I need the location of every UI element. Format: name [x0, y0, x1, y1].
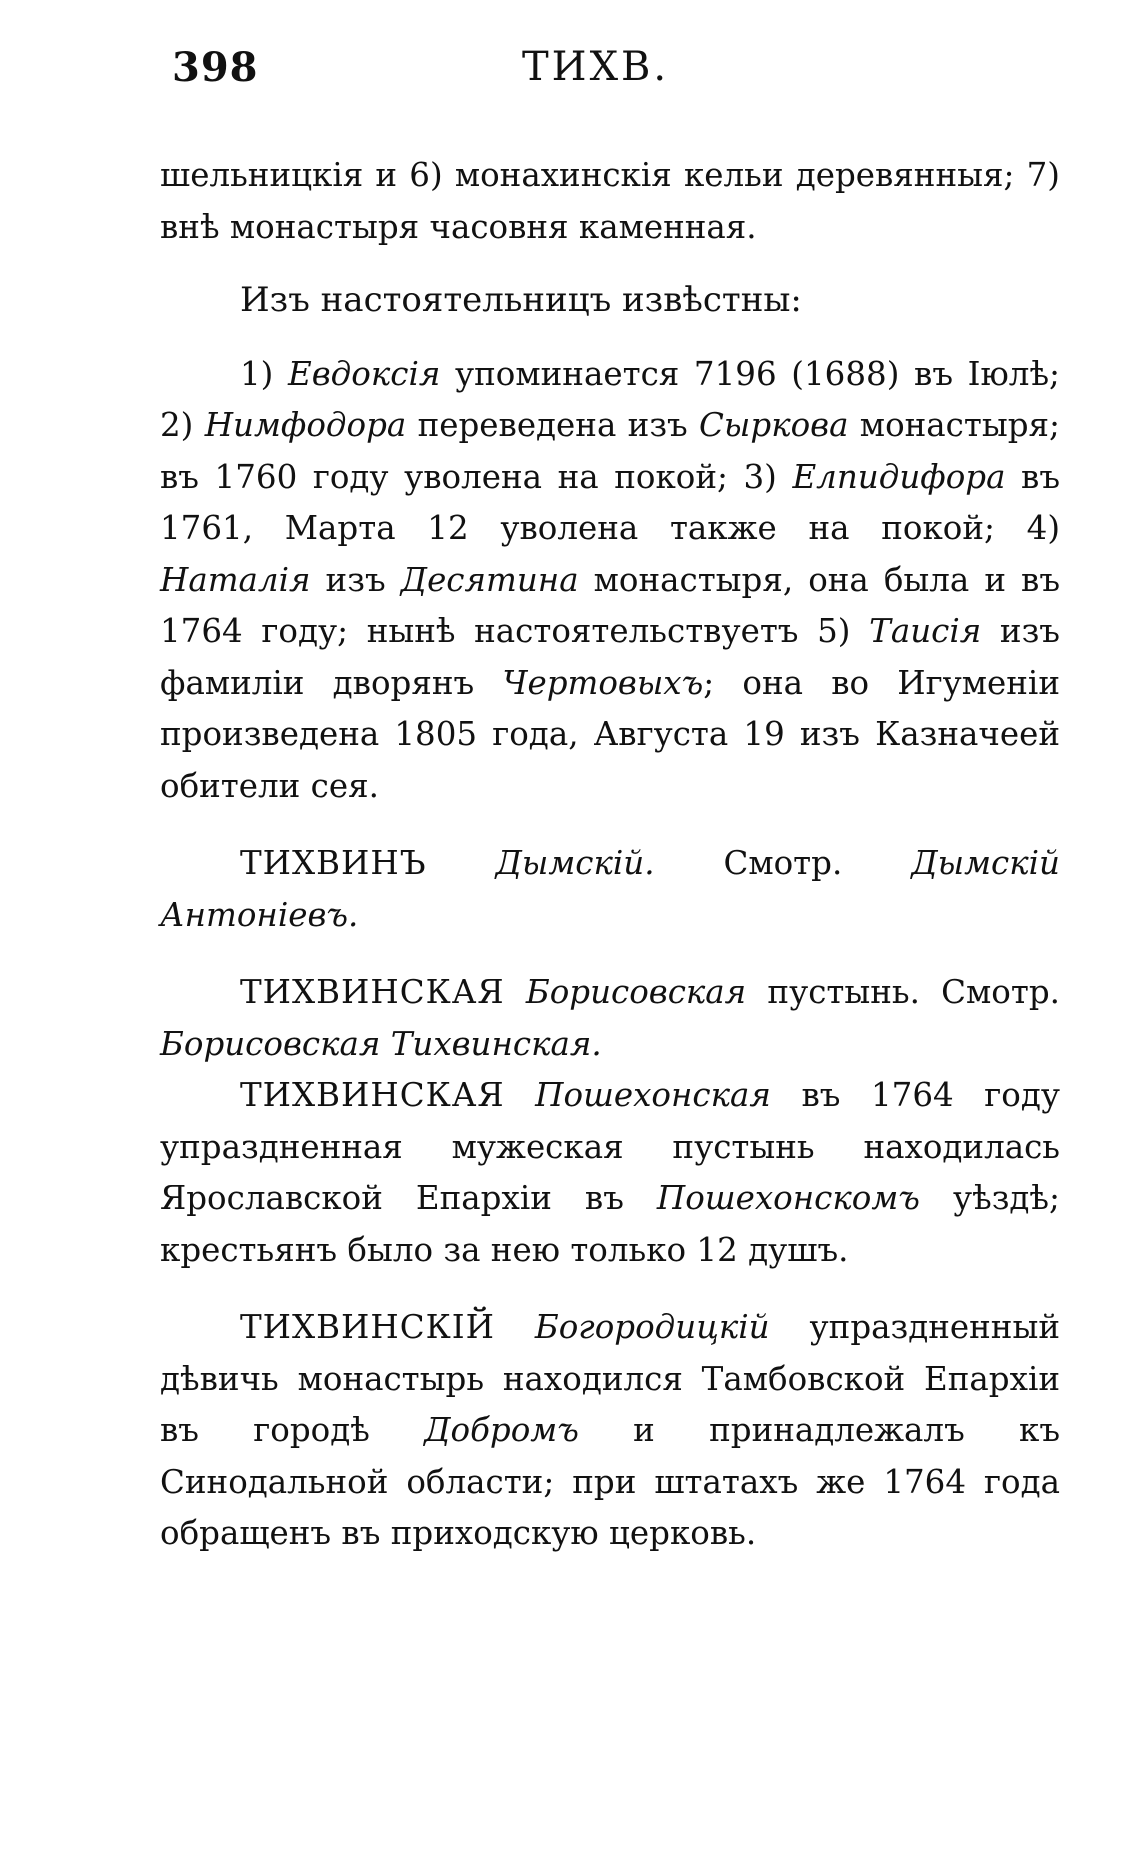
- family-chertovy: Чертовыхъ: [502, 663, 704, 702]
- page-body: [160, 150, 1060, 1560]
- place-syrkov: Сыркова: [699, 406, 849, 444]
- place-desyatina: Десятина: [400, 560, 579, 599]
- text-run: [505, 973, 526, 1011]
- entry-headword: ТИХВИНСКАЯ: [240, 1076, 505, 1114]
- cross-reference: Дымскій Антоніевъ.: [160, 844, 1060, 934]
- page-header: [160, 44, 1060, 114]
- entry-headword: ТИХВИНСКІЙ: [240, 1308, 495, 1346]
- name-nymphodora: Нимфодора: [204, 406, 407, 444]
- entry-qualifier: Богородицкій: [534, 1308, 770, 1346]
- text-run: [495, 1308, 535, 1346]
- text-run: Смотр.: [654, 844, 912, 882]
- text-run: въ 1761, Марта 12 уволена также на покой; 4): [160, 457, 1061, 547]
- text-run: изъ фамиліи дворянъ: [160, 612, 1060, 702]
- text-run: [427, 844, 496, 882]
- entry-tikhvin-dymsky: [160, 838, 1060, 941]
- entry-qualifier: Пошехонская: [535, 1076, 771, 1114]
- entry-tikhvinskaya-poshekhonskaya: [160, 1070, 1060, 1276]
- name-eudoxia: Евдоксія: [288, 354, 441, 393]
- name-natalia: Наталія: [160, 560, 311, 599]
- entry-qualifier: Борисовская: [525, 973, 747, 1011]
- text-run: въ 1764 году упраздненная мужеская пустынь находилась Ярославской Епархіи въ: [160, 1076, 1060, 1217]
- name-elpidifora: Елпидифора: [792, 457, 1006, 496]
- text-run: монастыря; въ 1760 году уволена на покой; 3): [160, 406, 1060, 496]
- entry-headword: ТИХВИНЪ: [240, 844, 427, 882]
- text-run: пустынь. Смотр.: [746, 973, 1060, 1011]
- name-taisia: Таисія: [869, 612, 982, 650]
- place-poshekhonsky: Пошехонскомъ: [656, 1179, 920, 1217]
- text-run: уѣздѣ; крестьянъ было за нею только 12 душъ.: [160, 1179, 1060, 1269]
- text-run: 1): [240, 354, 289, 393]
- paragraph-abbesses: [160, 349, 1060, 813]
- text-run: изъ: [310, 560, 401, 599]
- paragraph-continuation: шельницкія и 6) монахинскія кельи деревянныя; 7) внѣ монастыря часовня каменная.: [160, 156, 1060, 246]
- text-run: монастыря, она была и въ 1764 году; нынѣ настоятельствуетъ 5): [160, 560, 1060, 650]
- entry-tikhvinsky-bogoroditsky: [160, 1302, 1060, 1560]
- text-run: [505, 1076, 536, 1114]
- running-head: ТИХВ.: [522, 44, 670, 90]
- place-dobroe: Добромъ: [424, 1411, 579, 1449]
- text-run: и принадлежалъ къ Синодальной области; при штатахъ же 1764 года обращенъ въ приходскую церковь.: [160, 1411, 1061, 1552]
- page-number: 398: [172, 44, 259, 91]
- entry-tikhvinskaya-borisovskaya: [160, 967, 1060, 1070]
- text-run: ; она во Игуменіи произведена 1805 года, Августа 19 изъ Казначеей обители сея.: [160, 663, 1060, 805]
- cross-reference: Борисовская Тихвинская.: [160, 1024, 602, 1063]
- text-run: упоминается 7196 (1688) въ Іюлѣ; 2): [160, 354, 1060, 444]
- text-run: переведена изъ: [406, 406, 700, 444]
- text-run: упраздненный дѣвичь монастырь находился Тамбовской Епархіи въ городѣ: [160, 1308, 1060, 1449]
- entry-headword: ТИХВИНСКАЯ: [240, 973, 505, 1011]
- section-heading: Изъ настоятельницъ извѣстны:: [240, 280, 802, 320]
- entry-qualifier: Дымскій.: [495, 844, 655, 882]
